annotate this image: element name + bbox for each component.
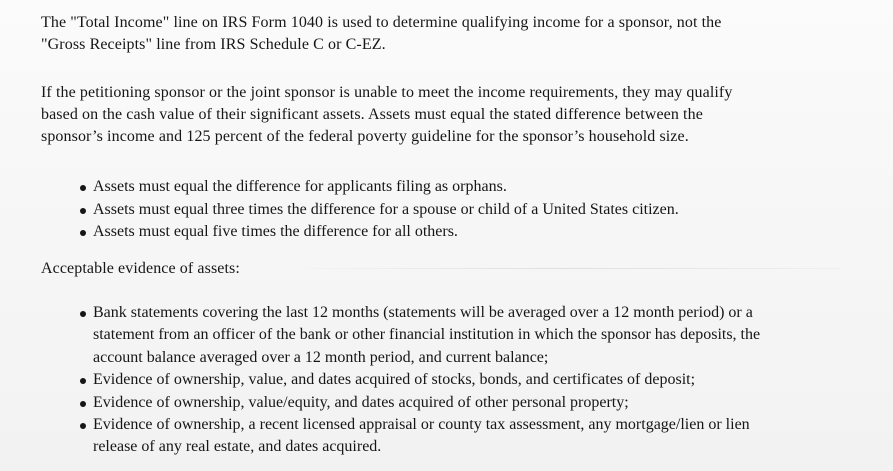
total-income-paragraph — [41, 12, 722, 56]
text-line: account balance averaged over a 12 month period, and current balance; — [93, 348, 549, 366]
text-line: If the petitioning sponsor or the joint sponsor is unable to meet the income requirements, they may qualify — [41, 84, 733, 101]
scan-shadow-divider — [280, 268, 840, 269]
text-line: Bank statements covering the last 12 months (statements will be averaged over a 12 month period) or a — [93, 304, 753, 321]
evidence-heading: Acceptable evidence of assets: — [41, 260, 240, 277]
text-line: Evidence of ownership, value/equity, and dates acquired of other personal property; — [93, 393, 629, 411]
text-line: Evidence of ownership, a recent licensed appraisal or county tax assessment, any mortgage/lien or lien — [93, 416, 750, 434]
list-item — [80, 392, 760, 414]
list-item: Assets must equal five times the difference for all others. — [80, 221, 679, 244]
list-item — [80, 302, 760, 369]
asset-rules-list — [80, 176, 679, 244]
list-item — [80, 414, 760, 459]
text-line: release of any real estate, and dates acquired. — [93, 438, 382, 456]
text-line: statement from an officer of the bank or other financial institution in which the sponsor has deposits, the — [93, 326, 761, 344]
text-line: Evidence of ownership, value, and dates acquired of stocks, bonds, and certificates of deposit; — [93, 371, 696, 389]
list-item: Assets must equal three times the difference for a spouse or child of a United States citizen. — [80, 199, 679, 222]
list-item: Assets must equal the difference for applicants filing as orphans. — [80, 176, 679, 199]
text-line: sponsor’s income and 125 percent of the federal poverty guideline for the sponsor’s household size. — [41, 128, 689, 145]
text-line: based on the cash value of their significant assets. Assets must equal the stated difference between the — [41, 106, 703, 123]
list-item — [80, 369, 760, 391]
assets-qualification-paragraph — [41, 82, 732, 148]
text-line: The "Total Income" line on IRS Form 1040 is used to determine qualifying income for a sponsor, not the — [41, 14, 722, 31]
evidence-list — [80, 302, 760, 459]
text-line: "Gross Receipts" line from IRS Schedule C or C-EZ. — [41, 36, 386, 53]
